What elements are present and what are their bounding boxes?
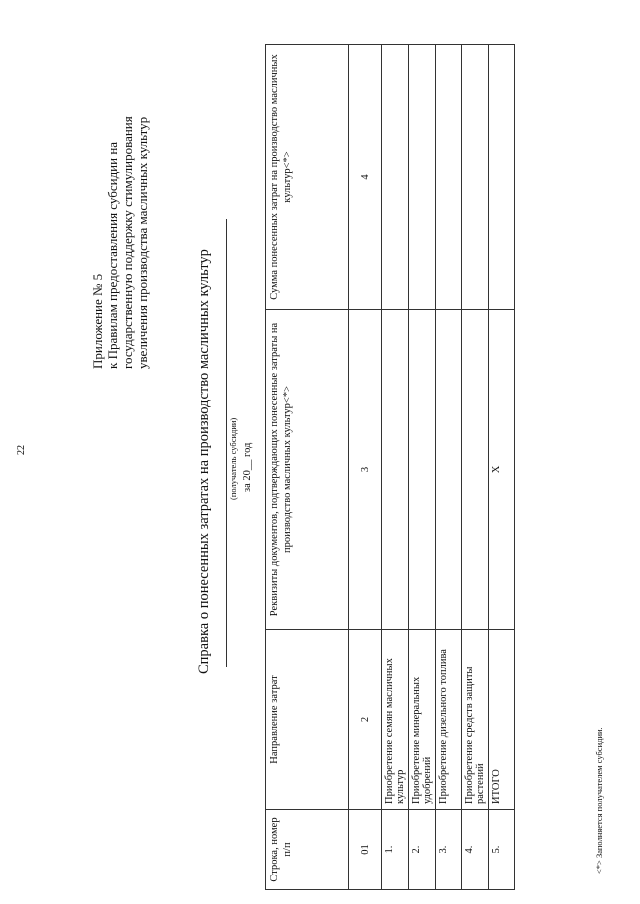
column-number: 3 [349, 310, 382, 630]
recipient-caption: (получатель субсидии) [228, 417, 238, 500]
table-row-total [489, 45, 515, 890]
header-direction: Направление затрат [266, 630, 349, 810]
row-requisites[interactable] [436, 310, 462, 630]
header-amount: Сумма понесенных затрат на производство масличных культур<*> [266, 45, 349, 310]
row-number: 1. [382, 810, 409, 890]
row-requisites: Х [489, 310, 515, 630]
row-amount[interactable] [462, 45, 489, 310]
table-row [462, 45, 489, 890]
recipient-fill-line [226, 219, 227, 667]
appendix-line: государственную поддержку стимулирования [120, 116, 135, 369]
costs-table [265, 44, 515, 890]
row-amount[interactable] [382, 45, 409, 310]
row-amount[interactable] [409, 45, 436, 310]
row-amount[interactable] [436, 45, 462, 310]
row-requisites[interactable] [409, 310, 436, 630]
row-direction: Приобретение дизельного топлива [436, 630, 462, 810]
row-requisites[interactable] [462, 310, 489, 630]
appendix-line: Приложение № 5 [90, 273, 105, 369]
appendix-line: увеличения производства масличных культур [135, 116, 150, 369]
year-line: за 20__ год [242, 442, 253, 492]
footnote: <*> Заполняется получателем субсидии. [594, 727, 604, 874]
column-number: 4 [349, 45, 382, 310]
table-row [409, 45, 436, 890]
row-direction: ИТОГО [489, 630, 515, 810]
table-row [382, 45, 409, 890]
header-row-number: Строка, номер п/п [266, 810, 349, 890]
row-amount[interactable] [489, 45, 515, 310]
row-number: 3. [436, 810, 462, 890]
row-number: 4. [462, 810, 489, 890]
page-number: 22 [16, 445, 27, 455]
row-number: 2. [409, 810, 436, 890]
column-number-row [349, 45, 382, 890]
header-requisites: Реквизиты документов, подтверждающих понесенные затраты на производство масличных культур<*> [266, 310, 349, 630]
table-header-row [266, 45, 349, 890]
document-title: Справка о понесенных затратах на производство масличных культур [196, 249, 212, 674]
column-number: 2 [349, 630, 382, 810]
appendix-line: к Правилам предоставления субсидии на [105, 141, 120, 369]
row-number: 5. [489, 810, 515, 890]
row-direction: Приобретение семян масличных культур [382, 630, 409, 810]
table-row [436, 45, 462, 890]
row-direction: Приобретение средств защиты растений [462, 630, 489, 810]
column-number: 01 [349, 810, 382, 890]
appendix-header [90, 9, 150, 369]
row-direction: Приобретение минеральных удобрений [409, 630, 436, 810]
row-requisites[interactable] [382, 310, 409, 630]
